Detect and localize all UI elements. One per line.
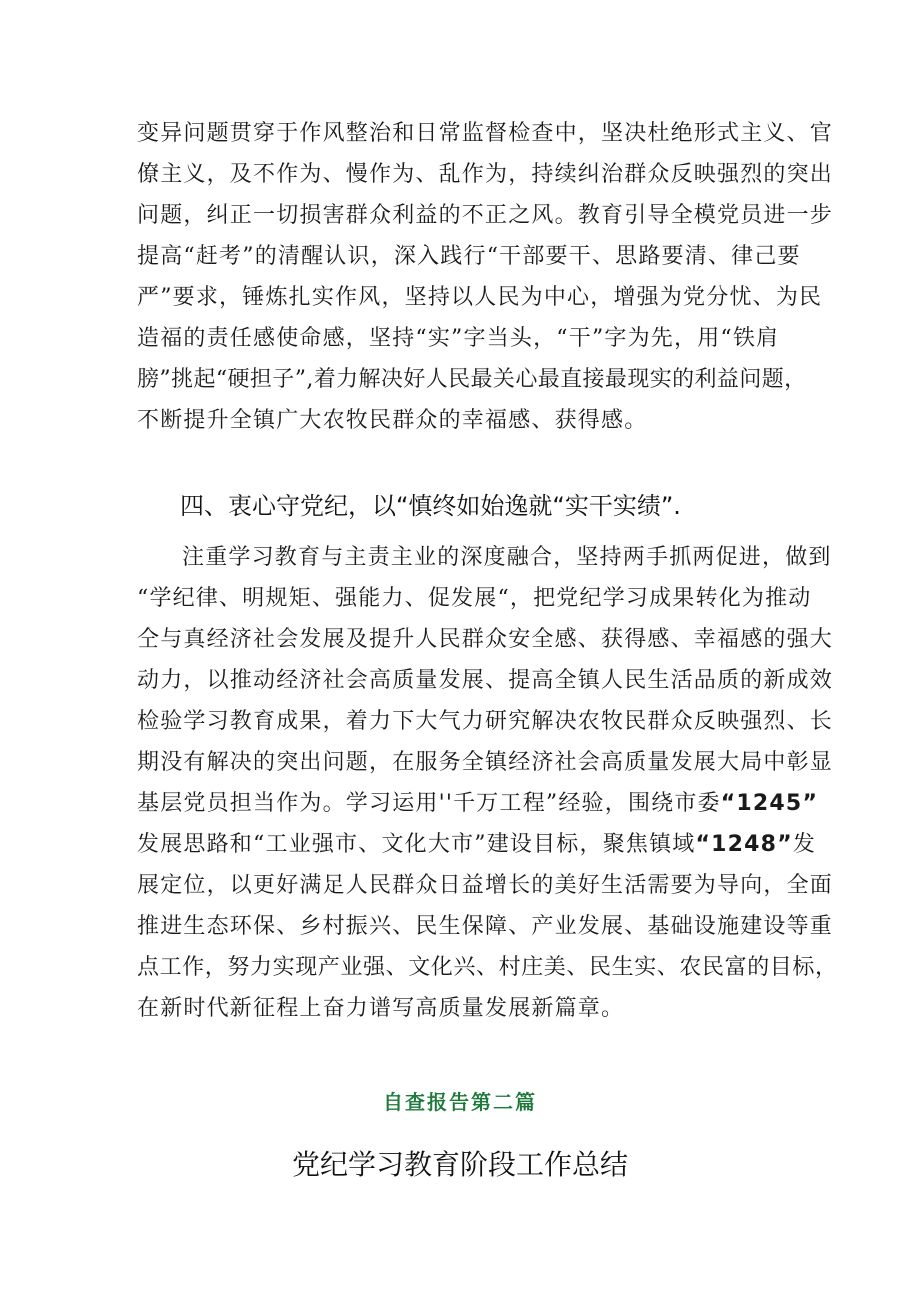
document-title: 党纪学习教育阶段工作总结 <box>291 1148 628 1181</box>
section-heading-4: 四、衷心守党纪，以“慎终如始逸就“实干实绩”. <box>180 492 681 520</box>
paragraph-line: 僚主义，及不作为、慢作为、乱作为，持续纠治群众反映强烈的突出 <box>137 162 834 187</box>
paragraph-line <box>137 789 818 819</box>
section-label: 自查报告第二篇 <box>383 1090 537 1114</box>
paragraph-line: 期没有解决的突出问题，在服务全镇经济社会高质量发展大局中彰显 <box>137 750 834 775</box>
paragraph-line: 提高“赶考”的清醒认识，深入践行“干部要干、思路要清、律己要 <box>137 244 801 269</box>
paragraph-line: 推进生态环保、乡村振兴、民生保障、产业发展、基础设施建设等重 <box>137 914 834 939</box>
highlight-number: “1248” <box>695 832 793 857</box>
paragraph-line: 在新时代新征程上奋力谱写高质量发展新篇章。 <box>137 996 625 1021</box>
line-text: 发 <box>792 832 817 857</box>
paragraph-line: 仝与真经济社会发展及提升人民群众安全感、获得感、幸福感的强大 <box>137 627 834 652</box>
paragraph-line: “学纪律、明规矩、强能力、促发展“，把党纪学习成果转化为推动 <box>137 586 812 611</box>
highlight-number: “1245” <box>720 791 819 816</box>
paragraph-line: 注重学习教育与主责主业的深度融合，坚持两手抓两促进，做到 <box>182 545 832 570</box>
paragraph-line <box>137 830 816 860</box>
paragraph-line: 不断提升全镇广大农牧民群众的幸福感、获得感。 <box>137 408 648 433</box>
paragraph-line: 严”要求，锤炼扎实作风，坚持以人民为中心，增强为党分忧、为民 <box>137 285 823 310</box>
paragraph-line: 变异问题贯穿于作风整治和日常监督检查中，坚决杜绝形式主义、官 <box>137 121 834 146</box>
line-text: 发展思路和“工业强市、文化大市”建设目标，聚焦镇域 <box>137 832 696 857</box>
line-text: 基层党员担当作为。学习运用''千万工程”经验，围绕市委 <box>137 791 721 816</box>
paragraph-line: 膀”挑起“硬担子”,着力解决好人民最关心最直接最现实的利益问题， <box>137 367 807 392</box>
paragraph-line: 动力，以推动经济社会高质量发展、提高全镇人民生活品质的新成效 <box>137 668 834 693</box>
paragraph-line: 造福的责任感使命感，坚持“实”字当头，“干”字为先，用“铁肩 <box>137 326 780 351</box>
paragraph-line: 点工作，努力实现产业强、文化兴、村庄美、民生实、农民富的目标， <box>137 955 838 980</box>
paragraph-line: 问题，纠正一切损害群众利益的不正之风。教育引导全模党员进一步 <box>137 203 834 228</box>
paragraph-line: 展定位，以更好满足人民群众日益增长的美好生活需要为导向，全面 <box>137 873 834 898</box>
paragraph-line: 检验学习教育成果，着力下大气力研究解决农牧民群众反映强烈、长 <box>137 709 834 734</box>
